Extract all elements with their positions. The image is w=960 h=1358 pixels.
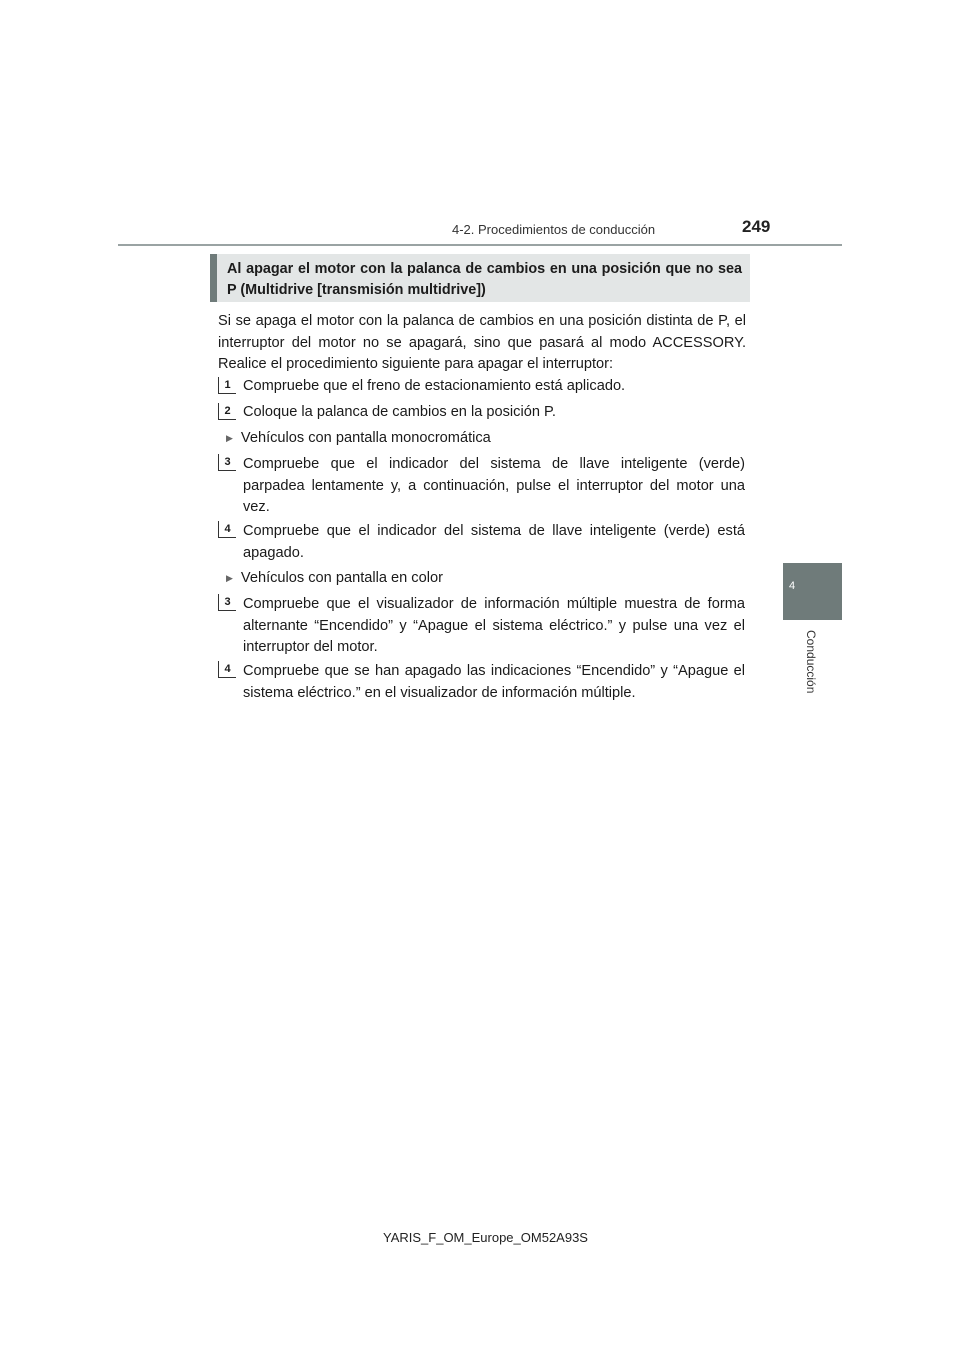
triangle-right-icon: ▶ (226, 573, 233, 583)
step-text: Coloque la palanca de cambios en la posición P. (243, 404, 556, 420)
triangle-right-icon: ▶ (226, 433, 233, 443)
intro-paragraph: Si se apaga el motor con la palanca de cambios en una posición distinta de P, el interruptor del motor no se apagará, sino que pasará al modo ACCESSORY. Realice el procedimiento siguiente para apagar el interruptor: (218, 313, 746, 372)
step-number-badge: 1 (218, 377, 236, 394)
section-heading-box (210, 254, 750, 302)
chapter-number: 4 (789, 580, 796, 592)
step-number-badge: 2 (218, 403, 236, 420)
step-text: Compruebe que el indicador del sistema de llave inteligente (verde) parpadea lentamente y, a continuación, pulse el interruptor del motor una vez. (243, 456, 745, 515)
step-number-badge: 3 (218, 594, 236, 611)
document-footer: YARIS_F_OM_Europe_OM52A93S (383, 1230, 588, 1245)
step-number-badge: 4 (218, 521, 236, 538)
step-text: Compruebe que el visualizador de información múltiple muestra de forma alternante “Encendido” y “Apague el sistema eléctrico.” y pulse una vez el interruptor del motor. (243, 596, 745, 655)
header-section-title: 4-2. Procedimientos de conducción (452, 222, 656, 237)
step-text: Compruebe que el indicador del sistema de llave inteligente (verde) está apagado. (243, 523, 745, 561)
variant-title: Vehículos con pantalla monocromática (240, 430, 491, 446)
step-text: Compruebe que se han apagado las indicaciones “Encendido” y “Apague el sistema eléctrico.” en el visualizador de información múltiple. (243, 663, 745, 701)
variant-heading (226, 428, 491, 450)
chapter-tab (783, 563, 842, 620)
variant-heading (226, 568, 443, 590)
step-text: Compruebe que el freno de estacionamiento está aplicado. (243, 378, 626, 394)
section-title: Al apagar el motor con la palanca de cambios en una posición que no sea P (Multidrive [transmisión multidrive]) (227, 261, 742, 298)
variant-title: Vehículos con pantalla en color (240, 570, 443, 586)
chapter-label: Conducción (804, 630, 818, 694)
step-number-badge: 3 (218, 454, 236, 471)
page-number: 249 (742, 217, 771, 236)
step-number-badge: 4 (218, 661, 236, 678)
header-divider (118, 244, 842, 246)
